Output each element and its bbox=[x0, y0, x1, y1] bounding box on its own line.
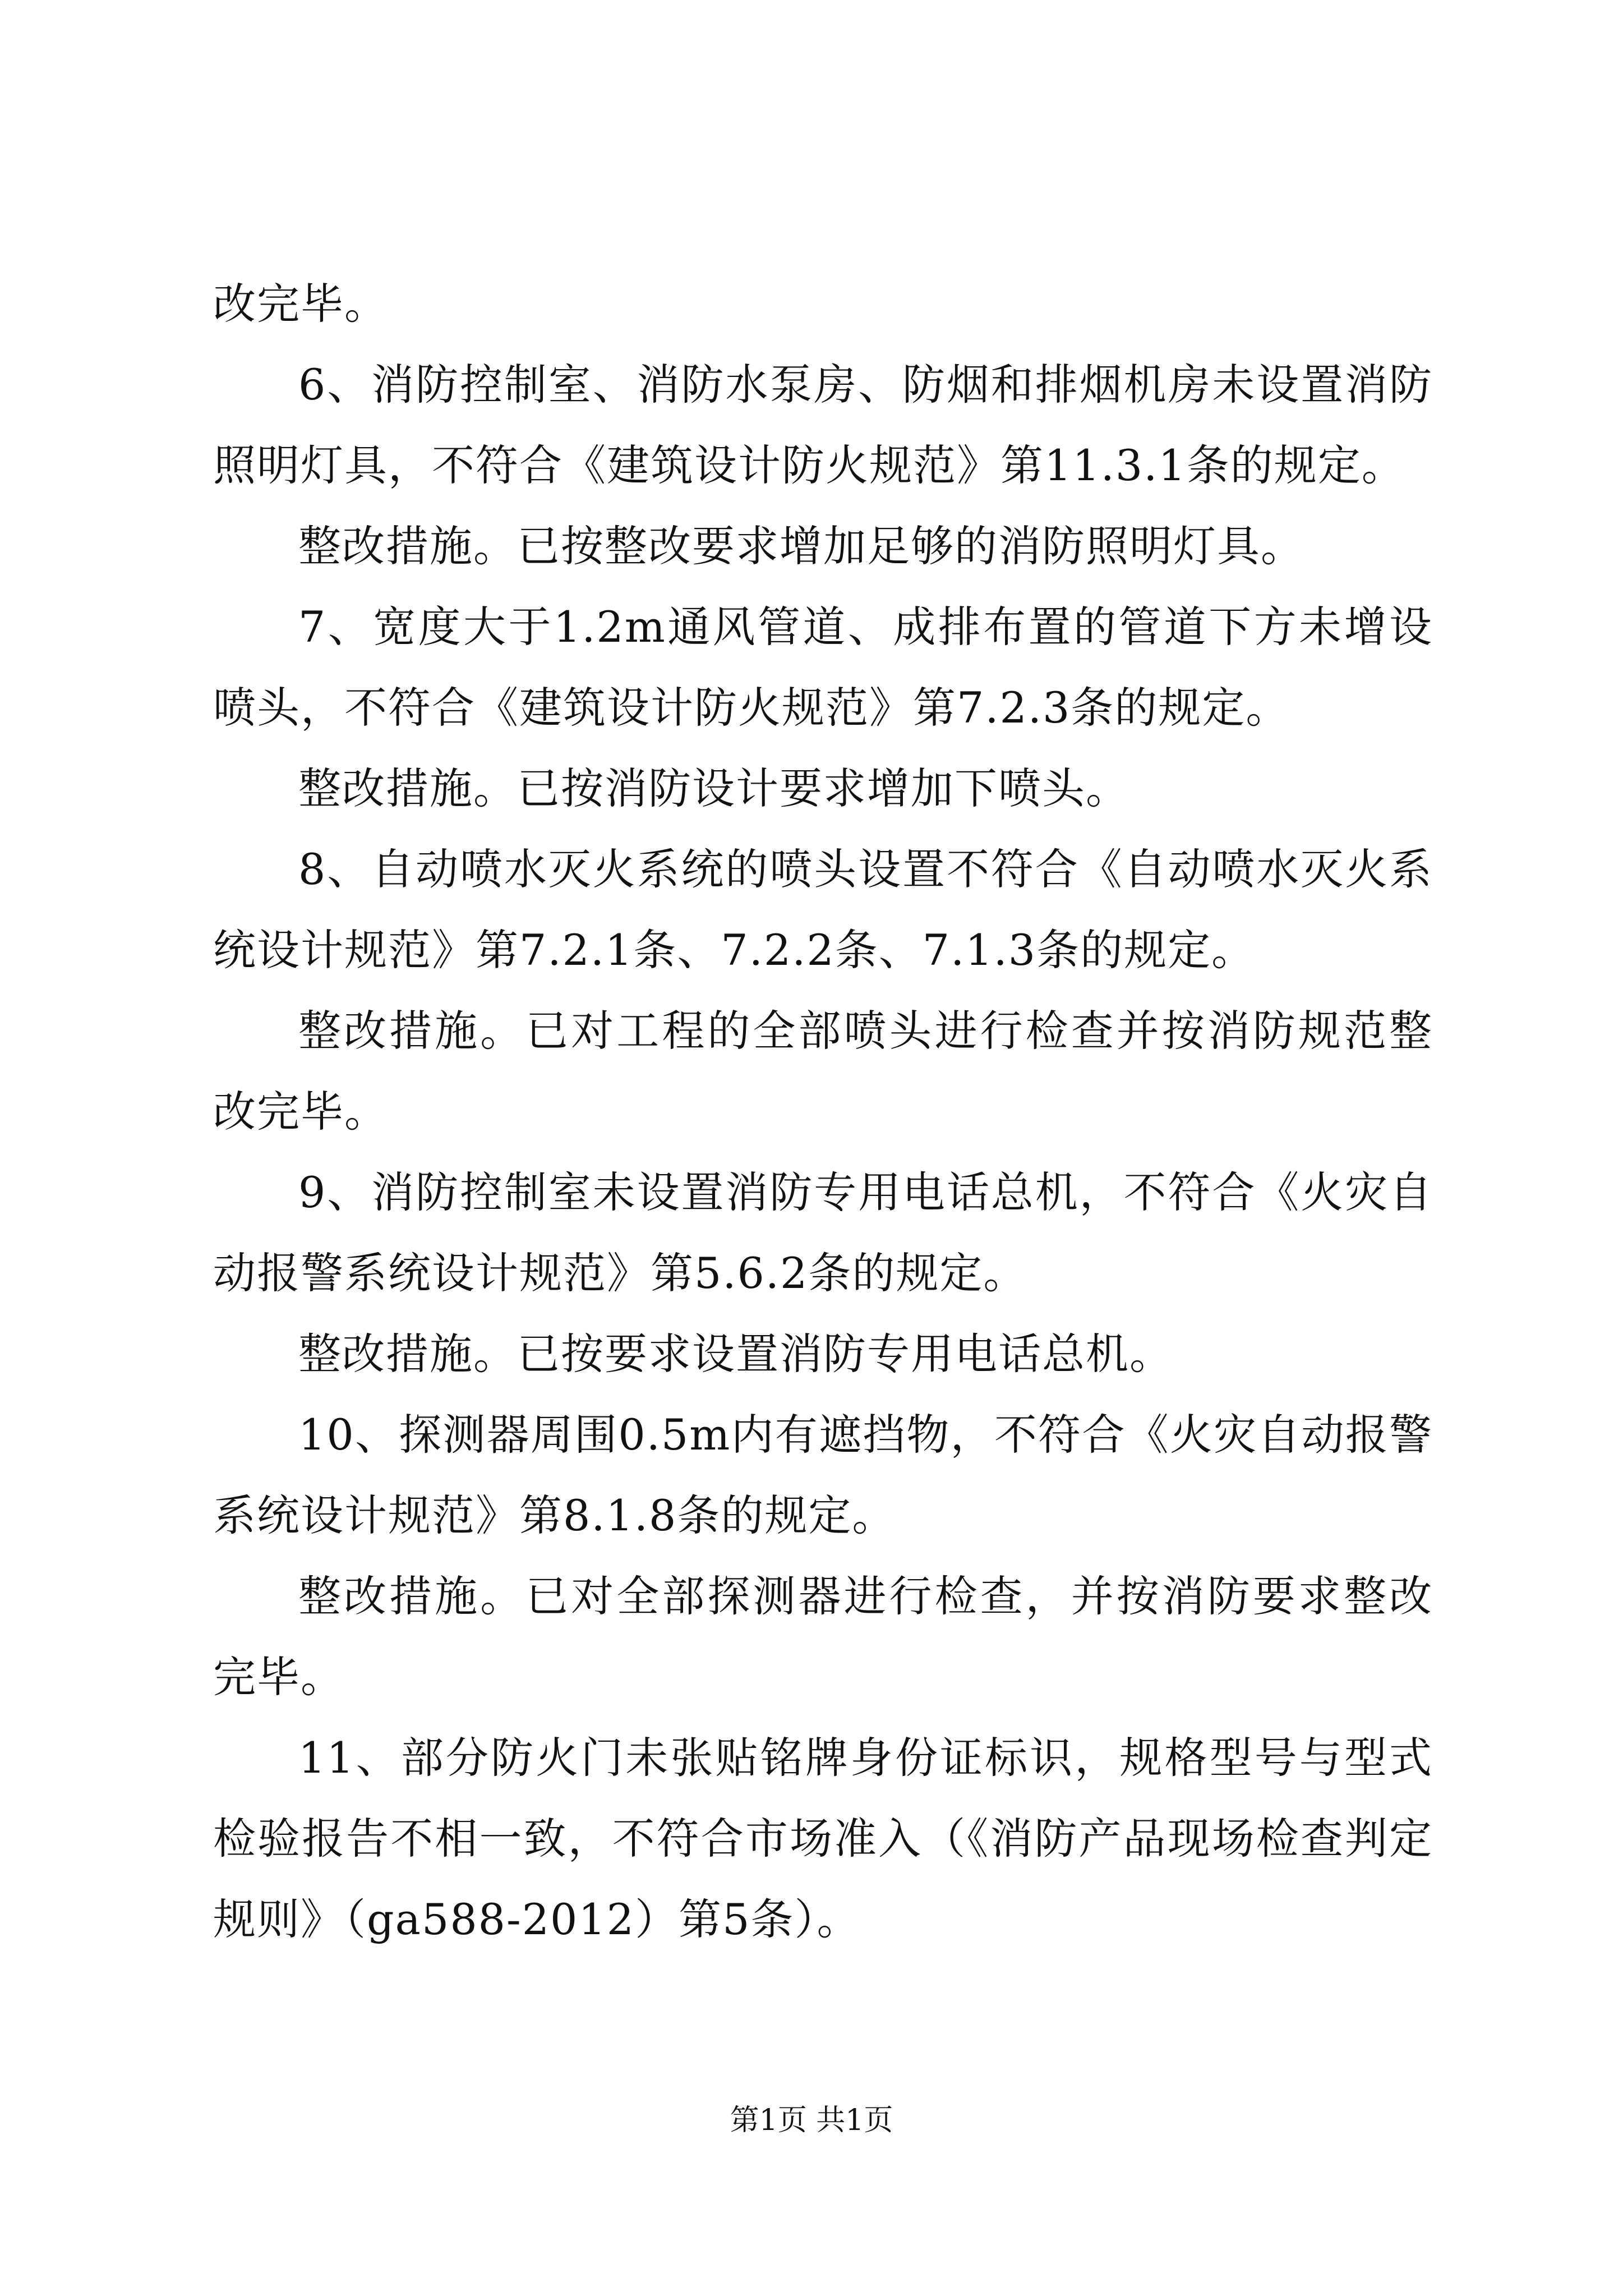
paragraph-item-7: 7、宽度大于1.2m通风管道、成排布置的管道下方未增设喷头，不符合《建筑设计防火规范》第7.2.3条的规定。 bbox=[213, 602, 1433, 733]
paragraph-item-8: 8、自动喷水灭火系统的喷头设置不符合《自动喷水灭火系统设计规范》第7.2.1条、7.2.2条、7.1.3条的规定。 bbox=[213, 844, 1433, 975]
paragraph-item-11: 11、部分防火门未张贴铭牌身份证标识，规格型号与型式检验报告不相一致，不符合市场准入（《消防产品现场检查判定规则》（ga588-2012）第5条）。 bbox=[213, 1733, 1433, 1944]
paragraph-continuation: 改完毕。 bbox=[213, 279, 388, 329]
page-number-label: 第1页 共1页 bbox=[730, 2104, 893, 2137]
paragraph-measure-9: 整改措施。已按要求设置消防专用电话总机。 bbox=[298, 1329, 1173, 1379]
document-body bbox=[213, 264, 1433, 1960]
paragraph-measure-6: 整改措施。已按整改要求增加足够的消防照明灯具。 bbox=[298, 521, 1304, 571]
paragraph-item-6: 6、消防控制室、消防水泵房、防烟和排烟机房未设置消防照明灯具，不符合《建筑设计防火规范》第11.3.1条的规定。 bbox=[213, 360, 1433, 490]
paragraph-measure-8: 整改措施。已对工程的全部喷头进行检查并按消防规范整改完毕。 bbox=[213, 1006, 1433, 1137]
page-footer bbox=[0, 2101, 1623, 2140]
paragraph-measure-10: 整改措施。已对全部探测器进行检查，并按消防要求整改完毕。 bbox=[213, 1571, 1433, 1702]
paragraph-item-9: 9、消防控制室未设置消防专用电话总机，不符合《火灾自动报警系统设计规范》第5.6.2条的规定。 bbox=[213, 1167, 1433, 1298]
paragraph-measure-7: 整改措施。已按消防设计要求增加下喷头。 bbox=[298, 763, 1129, 813]
paragraph-item-10: 10、探测器周围0.5m内有遮挡物，不符合《火灾自动报警系统设计规范》第8.1.8条的规定。 bbox=[213, 1410, 1433, 1540]
